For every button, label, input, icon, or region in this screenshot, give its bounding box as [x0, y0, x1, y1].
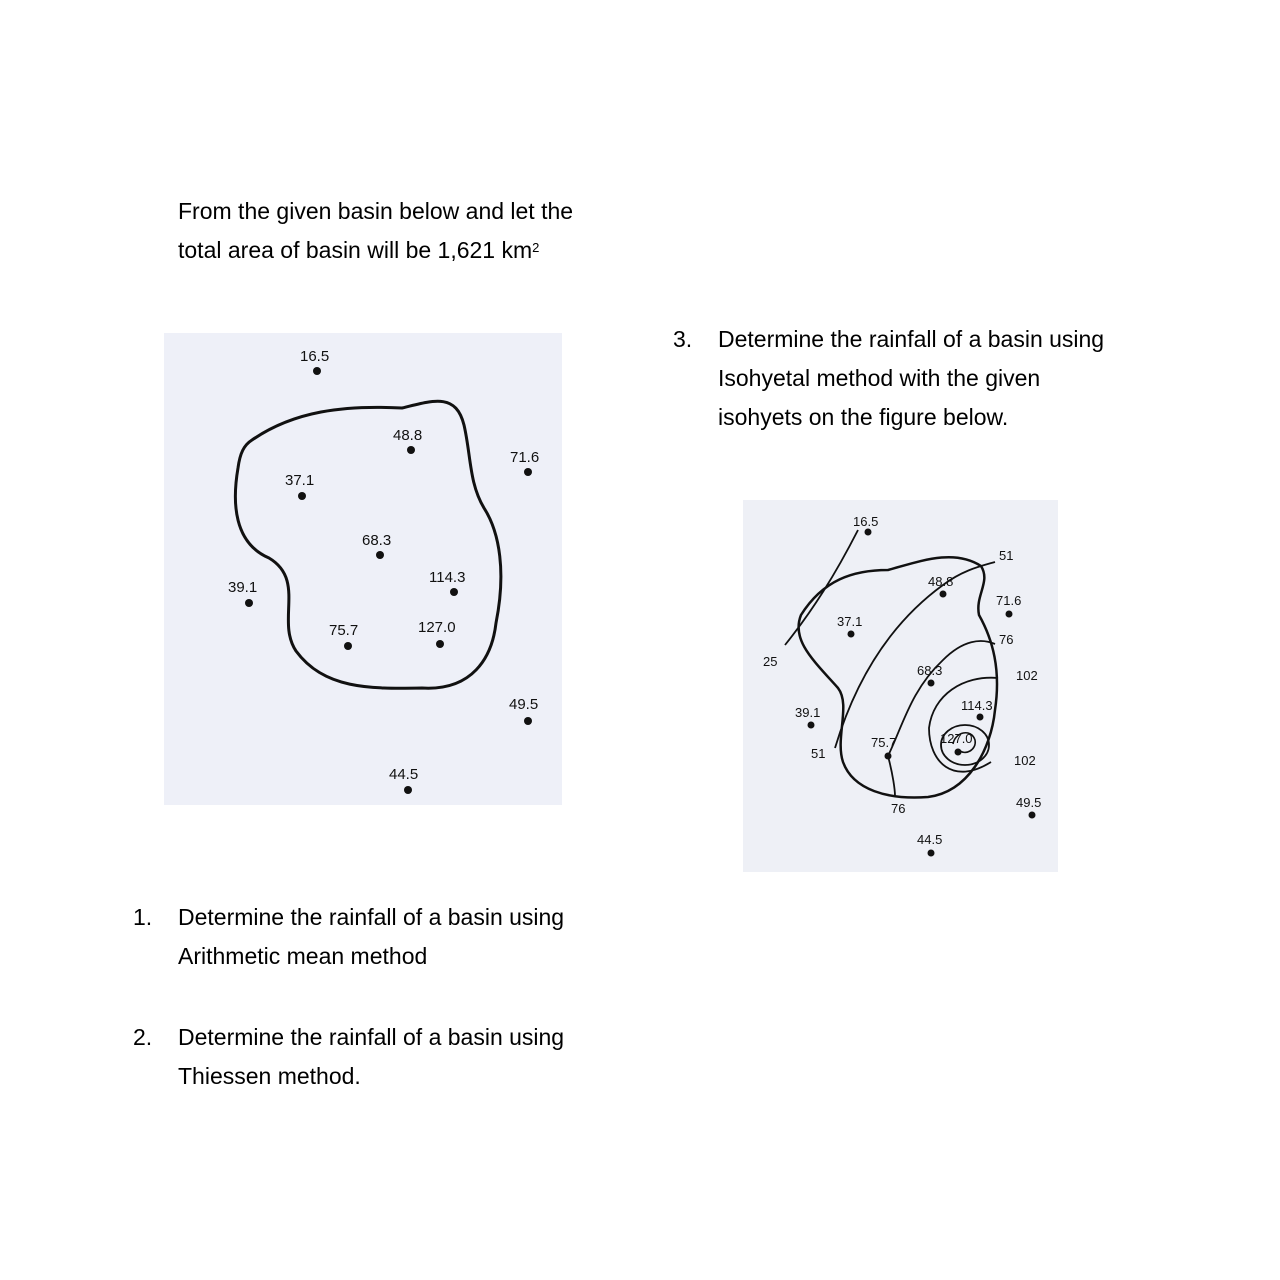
isohyetal-map-svg: [743, 500, 1058, 872]
station-44-5: [917, 832, 942, 857]
station-49-5: [1016, 795, 1041, 819]
station-37-1: [837, 614, 862, 638]
isohyet-label-51-top: 51: [999, 548, 1014, 563]
intro-line-2: [178, 231, 648, 270]
question-2: [133, 1018, 638, 1096]
question-3-line-2: Isohyetal method with the given: [718, 365, 1041, 391]
station-39-1: [228, 579, 257, 607]
svg-text:127.0: 127.0: [418, 619, 456, 636]
station-68-3: [362, 532, 391, 559]
question-1-line-2: Arithmetic mean method: [178, 943, 428, 969]
svg-text:16.5: 16.5: [853, 514, 879, 529]
station-48-8: [393, 427, 422, 454]
basin-station-map: [164, 333, 562, 805]
question-1-line-1: Determine the rainfall of a basin using: [178, 904, 565, 930]
isohyet-label-102-upper: 102: [1016, 668, 1038, 683]
svg-text:37.1: 37.1: [837, 614, 863, 629]
svg-text:75.7: 75.7: [329, 622, 359, 639]
station-71-6: [510, 449, 539, 476]
svg-text:114.3: 114.3: [429, 569, 466, 586]
svg-text:37.1: 37.1: [285, 472, 315, 489]
basin-map-svg: [164, 333, 562, 805]
station-127-0: [418, 619, 456, 648]
svg-text:48.8: 48.8: [393, 427, 423, 444]
question-3-line-3: isohyets on the figure below.: [718, 404, 1009, 430]
area-unit-superscript: 2: [532, 240, 540, 255]
station-44-5: [389, 766, 418, 794]
isohyet-label-25: 25: [763, 654, 778, 669]
isohyet-label-51-left: 51: [811, 746, 826, 761]
svg-text:75.7: 75.7: [871, 735, 897, 750]
question-1-number: 1.: [133, 904, 153, 930]
svg-text:48.8: 48.8: [928, 574, 954, 589]
isohyet-label-76-bottom: 76: [891, 801, 906, 816]
question-2-line-2: Thiessen method.: [178, 1063, 361, 1089]
svg-text:16.5: 16.5: [300, 348, 330, 365]
intro-line-1: From the given basin below and let the: [178, 198, 574, 224]
isohyet-label-102-lower: 102: [1014, 753, 1036, 768]
isohyet-76-lower: [888, 756, 895, 796]
intro-text: [178, 192, 648, 270]
svg-text:49.5: 49.5: [509, 696, 539, 713]
question-2-line-1: Determine the rainfall of a basin using: [178, 1024, 565, 1050]
station-39-1: [795, 705, 820, 729]
svg-text:49.5: 49.5: [1016, 795, 1042, 810]
svg-text:127.0: 127.0: [940, 731, 973, 746]
isohyet-label-76-right: 76: [999, 632, 1014, 647]
station-75-7: [329, 622, 358, 650]
station-16-5: [300, 348, 329, 375]
svg-text:39.1: 39.1: [228, 579, 258, 596]
svg-text:114.3: 114.3: [961, 698, 993, 713]
svg-text:44.5: 44.5: [389, 766, 419, 783]
station-68-3: [917, 663, 942, 687]
question-3-number: 3.: [673, 326, 693, 352]
isohyet-51: [835, 562, 995, 748]
question-2-number: 2.: [133, 1024, 153, 1050]
basin-boundary: [799, 557, 997, 797]
station-71-6: [996, 593, 1021, 618]
svg-text:44.5: 44.5: [917, 832, 943, 847]
station-49-5: [509, 696, 538, 725]
question-1: [133, 898, 638, 976]
station-37-1: [285, 472, 314, 500]
intro-line-2-text: total area of basin will be 1,621 km: [178, 237, 533, 263]
svg-text:39.1: 39.1: [795, 705, 821, 720]
station-114-3: [429, 569, 465, 596]
station-75-7: [871, 735, 896, 760]
svg-text:68.3: 68.3: [362, 532, 392, 549]
isohyetal-map: [743, 500, 1058, 872]
question-3-line-1: Determine the rainfall of a basin using: [718, 326, 1105, 352]
svg-text:68.3: 68.3: [917, 663, 943, 678]
question-3: [673, 320, 1178, 437]
svg-text:71.6: 71.6: [510, 449, 540, 466]
svg-text:71.6: 71.6: [996, 593, 1022, 608]
station-114-3: [961, 698, 993, 721]
